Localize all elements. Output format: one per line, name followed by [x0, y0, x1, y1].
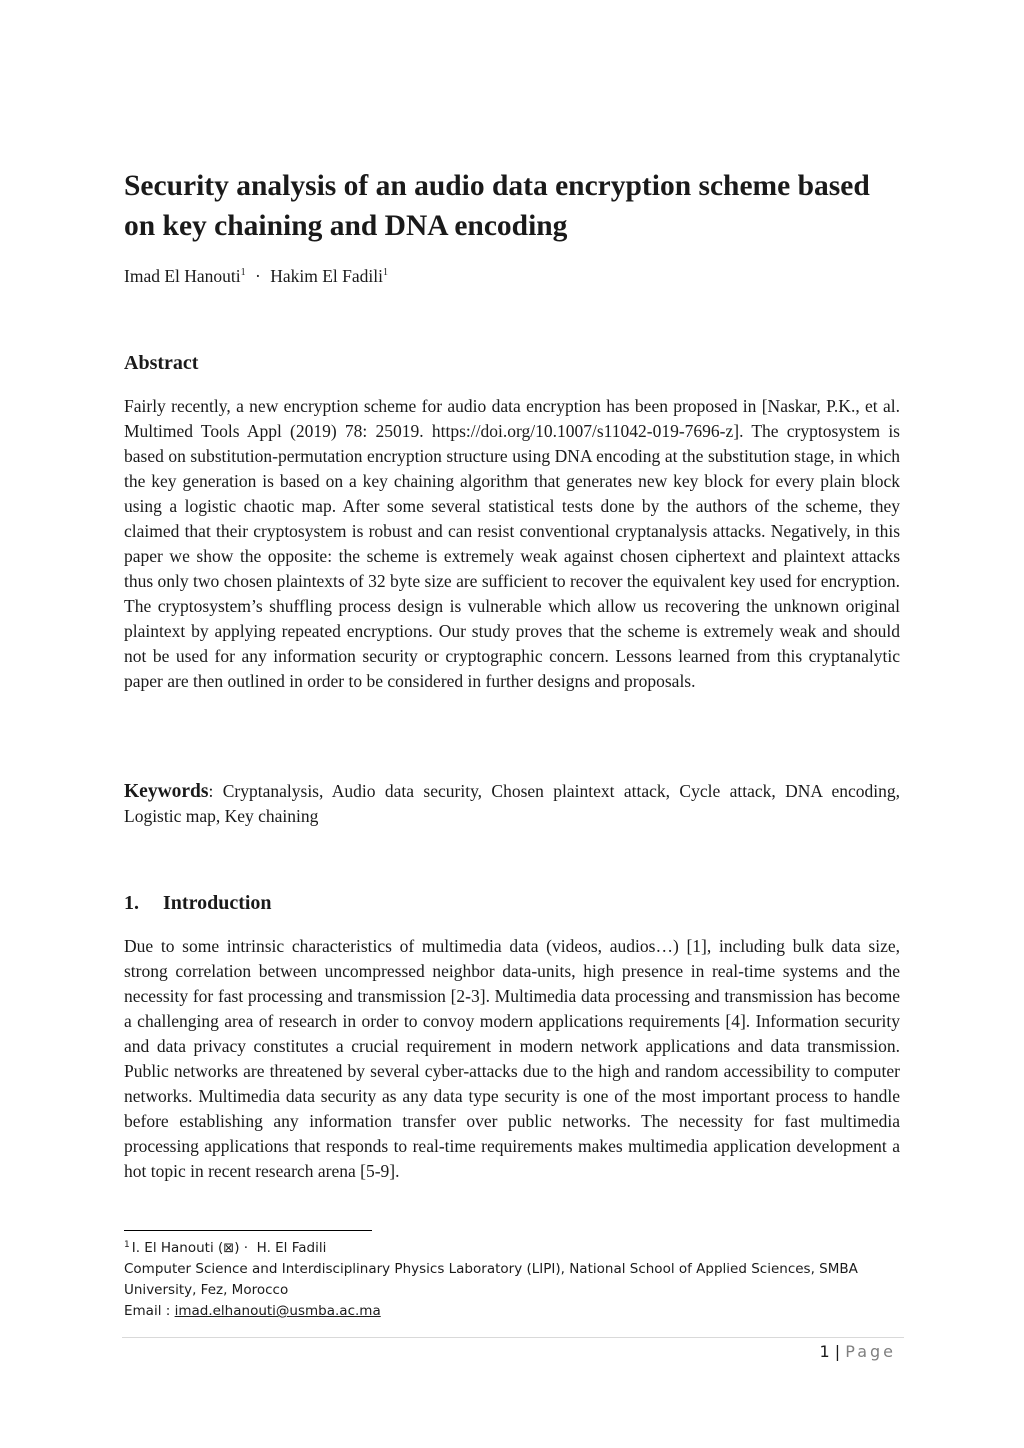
- email-link[interactable]: imad.elhanouti@usmba.ac.ma: [174, 1303, 381, 1319]
- footnote: [124, 1238, 904, 1322]
- author-affiliation-mark: 1: [240, 267, 246, 279]
- section-title: Introduction: [163, 892, 272, 914]
- footnote-author: I. El Hanouti (: [131, 1240, 224, 1256]
- footnote-authors: [124, 1238, 904, 1259]
- envelope-icon: ⊠: [223, 1241, 235, 1256]
- page-number-value: 1: [819, 1342, 830, 1361]
- footnote-paren: ): [234, 1240, 240, 1256]
- keywords-label: Keywords: [124, 781, 209, 802]
- footnote-author: H. El Fadili: [256, 1240, 327, 1256]
- page-number: [820, 1340, 897, 1364]
- abstract-heading: Abstract: [124, 352, 199, 374]
- keywords-list: Cryptanalysis, Audio data security, Chosen plaintext attack, Cycle attack, DNA encoding, Logistic map, Key chaining: [124, 781, 900, 826]
- author-separator: ·: [255, 266, 261, 286]
- footnote-email-line: [124, 1301, 904, 1322]
- footnote-separator: ·: [243, 1240, 249, 1256]
- abstract-body: Fairly recently, a new encryption scheme for audio data encryption has been proposed in [Naskar, P.K., et al. Multimed Tools Appl (2019) 78: 25019. https://doi.org/10.1007/s11042-019-7696-z]. The cryptosystem is based on substitution-permutation encryption structure using DNA encoding at the substitution stage, in which the key generation is based on a key chaining algorithm that generates new key block for every plain block using a logistic chaotic map. After some several statistical tests done by the authors of the scheme, they claimed that their cryptosystem is robust and can resist conventional cryptanalysis attacks. Negatively, in this paper we show the opposite: the scheme is extremely weak against chosen ciphertext and plaintext attacks thus only two chosen plaintexts of 32 byte size are sufficient to recover the equivalent key used for encryption. The cryptosystem’s shuffling process design is vulnerable which allow us recovering the unknown original plaintext by applying repeated encryptions. Our study proves that the scheme is extremely weak and should not be used for any information security or cryptographic concern. Lessons learned from this cryptanalytic paper are then outlined in order to be considered in further designs and proposals.: [124, 396, 900, 691]
- section-number: 1.: [124, 892, 139, 914]
- keywords-block: [124, 779, 900, 829]
- author-name: Hakim El Fadili: [270, 266, 383, 286]
- author-affiliation-mark: 1: [383, 267, 388, 279]
- introduction-body: Due to some intrinsic characteristics of multimedia data (videos, audios…) [1], including bulk data size, strong correlation between uncompressed neighbor data-units, high presence in real-time systems and the necessity for fast processing and transmission [2-3]. Multimedia data processing and transmission has become a challenging area of research in order to convoy modern applications requirements [4]. Information security and data privacy constitutes a crucial requirement in modern network applications and data transmission. Public networks are threatened by several cyber-attacks due to the high and random accessibility to computer networks. Multimedia data security as any data type security is one of the most important process to handle before establishing any information transfer over public networks. The necessity for fast multimedia processing applications that responds to real-time requirements makes multimedia application development a hot topic in recent research arena [5-9].: [124, 936, 900, 1181]
- page-number-bar: |: [834, 1342, 841, 1361]
- email-label: Email :: [124, 1303, 175, 1319]
- keywords-colon: :: [208, 781, 214, 801]
- paper-title: Security analysis of an audio data encryption scheme based on key chaining and DNA encoding: [124, 170, 870, 242]
- page-footer-divider: [122, 1337, 904, 1338]
- author-name: Imad El Hanouti: [124, 266, 241, 286]
- footnote-mark: 1: [124, 1239, 130, 1250]
- author-line: [124, 264, 900, 288]
- page-number-label: Page: [845, 1342, 896, 1361]
- footnote-affiliation: Computer Science and Interdisciplinary Physics Laboratory (LIPI), National School of Applied Sciences, SMBA University, Fez, Morocco: [124, 1261, 858, 1298]
- section-heading-introduction: [124, 890, 900, 916]
- footnote-divider: [124, 1230, 372, 1231]
